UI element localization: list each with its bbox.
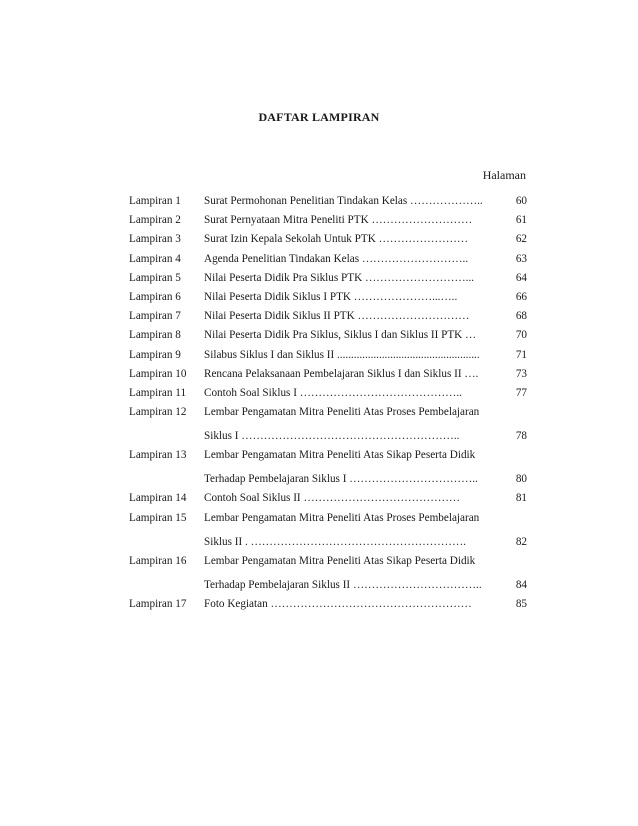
appendix-label: Lampiran 5: [129, 271, 181, 284]
appendix-label: Lampiran 10: [129, 367, 187, 380]
appendix-title: Nilai Peserta Didik Pra Siklus, Siklus I dan Siklus II PTK …: [204, 329, 477, 342]
appendix-label: Lampiran 11: [129, 386, 187, 399]
appendix-page-number: 73: [515, 367, 527, 380]
appendix-label: Lampiran 9: [129, 348, 181, 361]
appendix-title: Surat Permohonan Penelitian Tindakan Kelas ………………..: [204, 195, 483, 207]
appendix-page-number: 71: [515, 348, 527, 361]
appendix-title: Lembar Pengamatan Mitra Peneliti Atas Proses Pembelajaran: [204, 406, 480, 419]
appendix-row: [129, 403, 527, 427]
appendix-page-number: 66: [515, 290, 527, 303]
appendix-page-number: 78: [515, 430, 527, 443]
appendix-label: Lampiran 12: [129, 406, 187, 419]
appendix-page-number: 62: [515, 233, 527, 246]
appendix-label: Lampiran 7: [129, 310, 181, 323]
appendix-row: [129, 489, 527, 508]
appendix-page-number: 81: [515, 492, 527, 505]
appendix-row: [129, 552, 527, 576]
appendix-title: Siklus I …………………………………………………..: [204, 430, 460, 443]
appendix-list: [129, 192, 527, 614]
appendix-title: Lembar Pengamatan Mitra Peneliti Atas Proses Pembelajaran: [204, 511, 480, 524]
appendix-title: Nilai Peserta Didik Pra Siklus PTK ………………………...: [204, 271, 475, 284]
appendix-label: Lampiran 4: [129, 252, 181, 265]
appendix-label: Lampiran 3: [129, 233, 181, 246]
appendix-row: [129, 269, 527, 288]
appendix-title: Lembar Pengamatan Mitra Peneliti Atas Sikap Peserta Didik: [204, 449, 476, 462]
appendix-page-number: 82: [515, 535, 527, 548]
appendix-page-number: 63: [515, 252, 527, 265]
appendix-row: [129, 307, 527, 326]
appendix-row: [129, 250, 527, 269]
appendix-row: [129, 427, 527, 446]
appendix-title: Silabus Siklus I dan Siklus II ...................................................: [204, 348, 480, 361]
appendix-row: [129, 346, 527, 365]
appendix-label: Lampiran 14: [129, 492, 187, 505]
appendix-label: Lampiran 1: [129, 195, 181, 207]
appendix-title: Surat Pernyataan Mitra Peneliti PTK ………………………: [204, 214, 473, 227]
appendix-page-number: 70: [515, 329, 527, 342]
appendix-title: Siklus II . ………………………………………………….: [204, 535, 466, 548]
appendix-title: Foto Kegiatan ………………………………………………: [204, 598, 472, 610]
appendix-title: Lembar Pengamatan Mitra Peneliti Atas Sikap Peserta Didik: [204, 554, 476, 567]
appendix-page-number: 77: [515, 386, 527, 399]
appendix-page-number: 68: [515, 310, 527, 323]
page-column-header: Halaman: [482, 168, 526, 182]
appendix-page-number: 60: [515, 195, 527, 207]
appendix-row: [129, 230, 527, 249]
appendix-title: Rencana Pelaksanaan Pembelajaran Siklus I dan Siklus II ….: [204, 367, 479, 380]
appendix-title: Contoh Soal Siklus II ……………………………………: [204, 492, 461, 505]
appendix-row: [129, 509, 527, 533]
appendix-row: [129, 470, 527, 489]
appendix-page-number: 64: [515, 271, 527, 284]
page-title: DAFTAR LAMPIRAN: [258, 110, 380, 124]
appendix-row: [129, 192, 527, 211]
appendix-page-number: 84: [515, 578, 527, 591]
appendix-label: Lampiran 8: [129, 329, 181, 342]
appendix-row: [129, 446, 527, 470]
appendix-page-number: 85: [515, 598, 527, 610]
appendix-row: [129, 576, 527, 595]
appendix-row: [129, 211, 527, 230]
appendix-row: [129, 326, 527, 345]
appendix-title: Terhadap Pembelajaran Siklus I ……………………………..: [204, 473, 478, 486]
appendix-label: Lampiran 15: [129, 511, 187, 524]
appendix-label: Lampiran 13: [129, 449, 187, 462]
appendix-row: [129, 384, 527, 403]
appendix-row: [129, 288, 527, 307]
appendix-title: Nilai Peserta Didik Siklus I PTK …………………...…..: [204, 290, 458, 303]
appendix-page-number: 61: [515, 214, 527, 227]
appendix-row: [129, 533, 527, 552]
appendix-label: Lampiran 6: [129, 290, 181, 303]
appendix-title: Surat Izin Kepala Sekolah Untuk PTK ……………………: [204, 233, 469, 246]
appendix-row: [129, 365, 527, 384]
appendix-title: Nilai Peserta Didik Siklus II PTK …………………………: [204, 310, 470, 323]
appendix-title: Terhadap Pembelajaran Siklus II ……………………………..: [204, 578, 482, 591]
appendix-page-number: 80: [515, 473, 527, 486]
appendix-title: Agenda Penelitian Tindakan Kelas ………………………..: [204, 252, 469, 265]
appendix-label: Lampiran 16: [129, 554, 187, 567]
appendix-label: Lampiran 17: [129, 598, 187, 610]
appendix-row: [129, 595, 527, 614]
appendix-title: Contoh Soal Siklus I ……………………………………..: [204, 386, 462, 399]
appendix-label: Lampiran 2: [129, 214, 181, 227]
